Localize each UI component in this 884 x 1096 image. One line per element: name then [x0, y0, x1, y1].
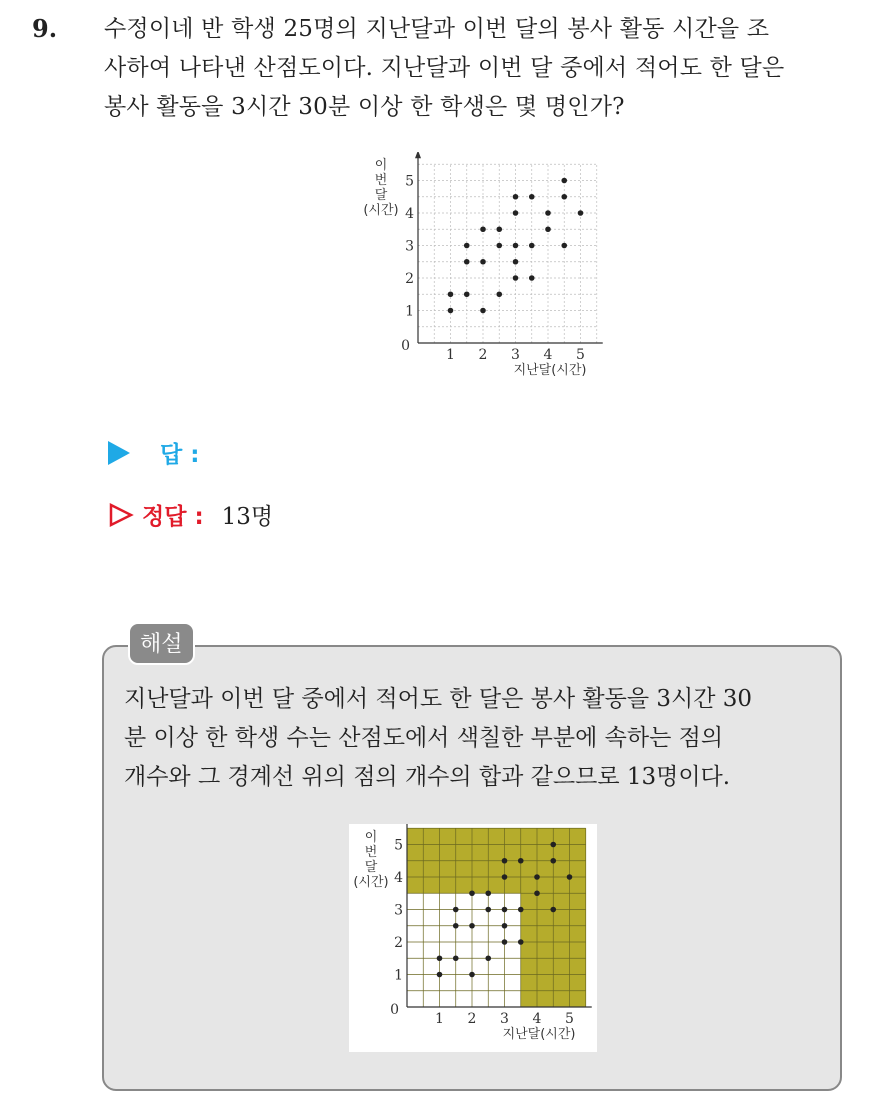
explanation-line: 개수와 그 경계선 위의 점의 개수의 합과 같으므로 13명이다. [124, 764, 731, 790]
x-tick-label: 4 [543, 347, 553, 363]
x-tick-label: 1 [446, 347, 455, 363]
origin-label: 0 [401, 338, 410, 354]
data-point [485, 955, 491, 961]
data-point [513, 194, 519, 200]
data-point [513, 210, 519, 216]
data-point [485, 890, 491, 896]
y-axis-label: 이 [374, 158, 388, 173]
data-point [480, 308, 486, 314]
y-tick-label: 4 [394, 869, 403, 886]
y-tick-label: 1 [405, 303, 414, 320]
y-axis-label: (시간) [363, 203, 399, 218]
data-point [496, 243, 502, 249]
correct-answer-value: 13명 [221, 504, 274, 530]
data-point [502, 907, 508, 913]
data-point [545, 226, 551, 232]
data-point [453, 955, 459, 961]
y-tick-label: 3 [405, 238, 414, 255]
data-point [469, 890, 475, 896]
y-axis-label: 번 [374, 173, 388, 188]
data-point [529, 243, 535, 249]
data-point [550, 907, 556, 913]
data-point [464, 243, 470, 249]
y-axis-arrow [415, 152, 421, 158]
data-point [550, 858, 556, 864]
y-axis-label: 번 [364, 845, 378, 860]
data-point [578, 210, 584, 216]
y-tick-label: 1 [394, 967, 403, 984]
data-point [561, 178, 567, 184]
x-tick-label: 1 [435, 1011, 444, 1027]
data-point [529, 275, 535, 281]
question-text [104, 10, 864, 127]
explanation-text [124, 680, 824, 797]
data-point [518, 907, 524, 913]
data-point [513, 259, 519, 265]
data-point [513, 243, 519, 249]
data-point [545, 210, 551, 216]
data-point [448, 291, 454, 297]
question-line: 사하여 나타낸 산점도이다. 지난달과 이번 달 중에서 적어도 한 달은 [104, 55, 785, 81]
data-point [496, 291, 502, 297]
data-point [485, 907, 491, 913]
data-point [448, 308, 454, 314]
answer-label: 답 : [160, 442, 200, 468]
explanation-line: 분 이상 한 학생 수는 산점도에서 색칠한 부분에 속하는 점의 [124, 725, 724, 751]
origin-label: 0 [390, 1002, 399, 1018]
x-tick-label: 3 [511, 347, 520, 363]
y-tick-label: 5 [405, 173, 414, 190]
data-point [550, 842, 556, 848]
y-axis-label: (시간) [353, 875, 389, 890]
scatter-plot-explanation [349, 824, 597, 1052]
y-axis-label: 달 [364, 860, 378, 875]
data-point [469, 923, 475, 929]
data-point [518, 858, 524, 864]
data-point [502, 874, 508, 880]
x-axis-label: 지난달(시간) [513, 362, 587, 378]
data-point [534, 874, 540, 880]
data-point [502, 923, 508, 929]
y-axis-label: 달 [374, 188, 388, 203]
data-point [567, 874, 573, 880]
data-point [529, 194, 535, 200]
data-point [437, 972, 443, 978]
data-point [518, 939, 524, 945]
data-point [496, 226, 502, 232]
data-point [561, 243, 567, 249]
data-point [453, 923, 459, 929]
data-point [480, 259, 486, 265]
y-axis-label: 이 [364, 830, 378, 845]
data-point [480, 226, 486, 232]
question-line: 봉사 활동을 3시간 30분 이상 한 학생은 몇 명인가? [104, 94, 625, 120]
data-point [453, 907, 459, 913]
data-point [464, 259, 470, 265]
data-point [437, 955, 443, 961]
data-point [561, 194, 567, 200]
x-tick-label: 5 [565, 1011, 574, 1027]
x-axis-label: 지난달(시간) [502, 1026, 576, 1042]
data-point [469, 972, 475, 978]
explanation-tag: 해설 [128, 622, 195, 665]
y-tick-label: 2 [394, 934, 403, 951]
x-tick-label: 3 [500, 1011, 509, 1027]
question-number: 9. [32, 14, 58, 43]
y-tick-label: 3 [394, 902, 403, 919]
x-tick-label: 5 [576, 347, 585, 363]
question-line: 수정이네 반 학생 25명의 지난달과 이번 달의 봉사 활동 시간을 조 [104, 16, 770, 42]
data-point [513, 275, 519, 281]
y-tick-label: 4 [405, 205, 414, 222]
x-tick-label: 4 [532, 1011, 542, 1027]
outline-triangle-icon [108, 502, 134, 528]
y-tick-label: 2 [405, 270, 414, 287]
data-point [502, 858, 508, 864]
correct-answer-label: 정답 : [142, 504, 204, 530]
correct-answer-row [108, 498, 273, 531]
explanation-line: 지난달과 이번 달 중에서 적어도 한 달은 봉사 활동을 3시간 30 [124, 686, 753, 712]
x-tick-label: 2 [478, 347, 488, 363]
y-tick-label: 5 [394, 837, 403, 854]
scatter-plot-question [352, 152, 612, 392]
play-triangle-icon [108, 441, 130, 465]
x-tick-label: 2 [467, 1011, 477, 1027]
answer-row [108, 436, 199, 469]
data-point [464, 291, 470, 297]
data-point [502, 939, 508, 945]
data-point [534, 890, 540, 896]
